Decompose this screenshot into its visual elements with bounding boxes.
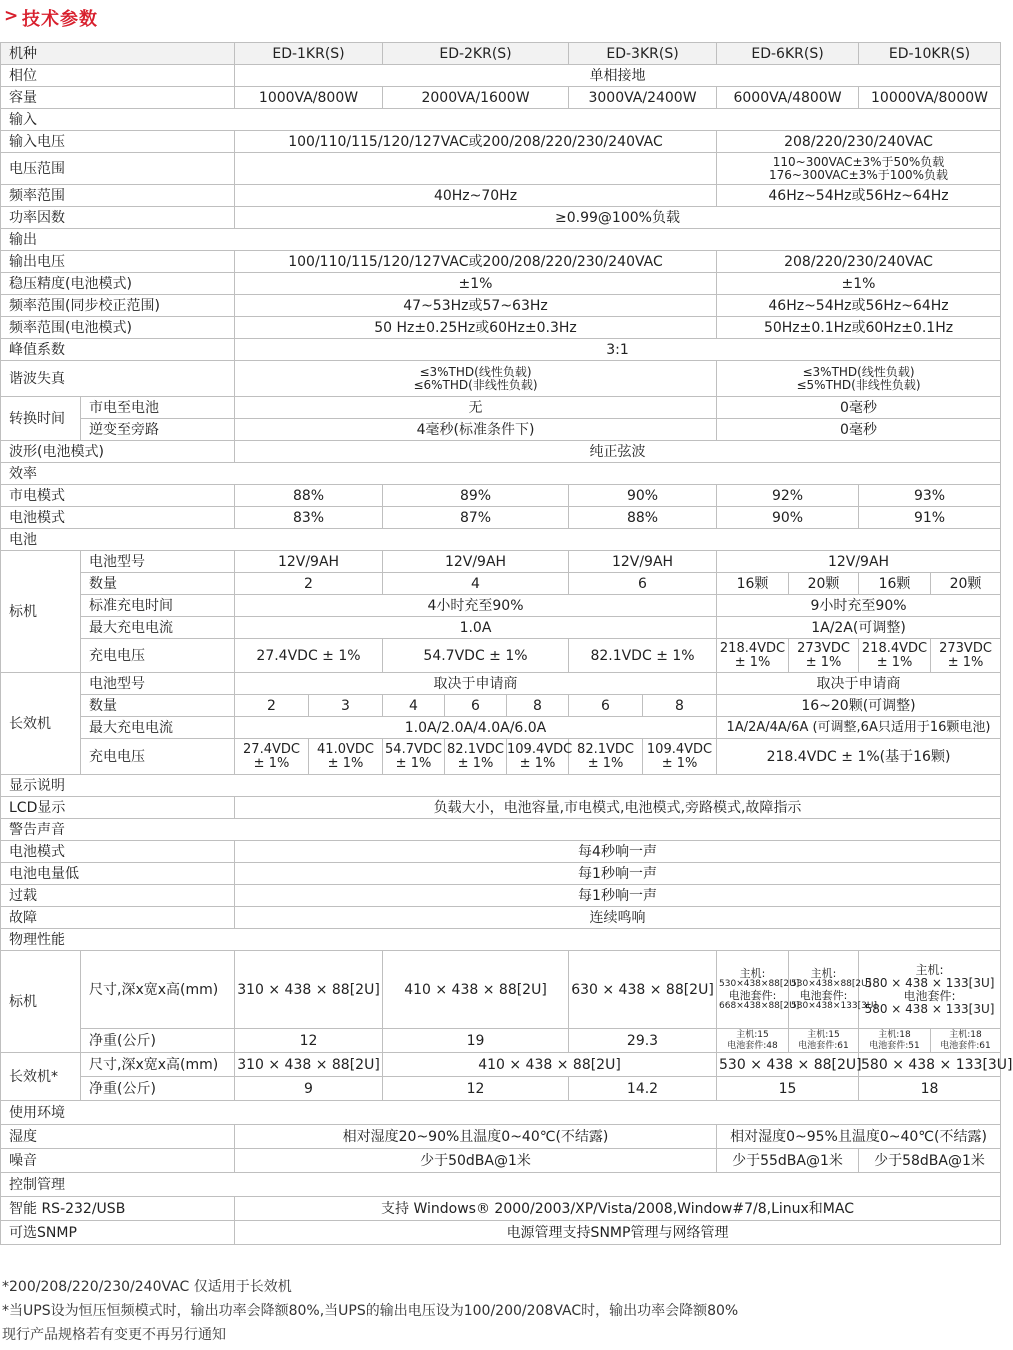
value-line: ± 1%	[805, 654, 842, 670]
value-cell: 1.0A/2.0A/4.0A/6.0A	[235, 717, 717, 739]
table-row	[1, 43, 1001, 65]
table-row	[1, 885, 1001, 907]
value-cell: 0毫秒	[717, 397, 1001, 419]
row-sublabel: 逆变至旁路	[81, 419, 235, 441]
table-row	[1, 1221, 1001, 1245]
value-cell: 6	[569, 695, 643, 717]
table-row	[1, 617, 1001, 639]
value-cell: 310 × 438 × 88[2U]	[235, 951, 383, 1029]
value-cell	[789, 1029, 859, 1053]
value-cell: 连续鸣响	[235, 907, 1001, 929]
table-row	[1, 573, 1001, 595]
value-cell: 少于58dBA@1米	[859, 1149, 1001, 1173]
value-line: 218.4VDC	[719, 640, 786, 656]
row-label: 转换时间	[1, 397, 81, 441]
value-line: ≤6%THD(非线性负载)	[413, 377, 538, 392]
table-row	[1, 397, 1001, 419]
value-line: 41.0VDC	[317, 741, 374, 757]
value-cell: 18	[859, 1077, 1001, 1101]
value-cell: 3000VA/2400W	[569, 87, 717, 109]
value-cell: 12V/9AH	[235, 551, 383, 573]
value-cell	[717, 951, 800, 1029]
section-row	[1, 775, 1001, 797]
value-cell: 相对湿度0~95%且温度0~40℃(不结露)	[717, 1125, 1001, 1149]
row-sublabel: 数量	[81, 695, 235, 717]
value-cell	[931, 1029, 1001, 1053]
value-cell: 47~53Hz或57~63Hz	[235, 295, 717, 317]
row-label: 长效机*	[1, 1053, 81, 1101]
value-cell	[859, 1029, 931, 1053]
value-line: 82.1VDC	[447, 741, 504, 757]
value-line: 电池套件:61	[940, 1040, 991, 1051]
table-row	[1, 339, 1001, 361]
value-line: 82.1VDC	[577, 741, 634, 757]
section-label: 控制管理	[1, 1173, 1001, 1197]
value-cell: 2000VA/1600W	[383, 87, 569, 109]
value-line: 电池套件:	[799, 988, 848, 1002]
row-label: 市电模式	[1, 485, 235, 507]
value-line: 主机:15	[807, 1029, 840, 1040]
row-label: 输入电压	[1, 131, 235, 153]
row-label: LCD显示	[1, 797, 235, 819]
value-cell	[717, 153, 1001, 185]
value-cell	[383, 739, 445, 775]
value-cell: 208/220/230/240VAC	[717, 251, 1001, 273]
model-cell: ED-1KR(S)	[235, 43, 383, 65]
value-line: 54.7VDC	[385, 741, 442, 757]
value-cell: 1000VA/800W	[235, 87, 383, 109]
value-cell: 50 Hz±0.25Hz或60Hz±0.3Hz	[235, 317, 717, 339]
section-row	[1, 529, 1001, 551]
value-cell: 87%	[383, 507, 569, 529]
row-label: 标机	[1, 951, 81, 1053]
value-cell: 218.4VDC ± 1%(基于16颗)	[717, 739, 1001, 775]
value-line: 109.4VDC	[507, 741, 573, 757]
section-row	[1, 463, 1001, 485]
model-cell: ED-2KR(S)	[383, 43, 569, 65]
value-cell: 15	[717, 1077, 859, 1101]
value-cell: 6	[445, 695, 507, 717]
value-cell: 12V/9AH	[569, 551, 717, 573]
table-row	[1, 1077, 1001, 1101]
value-line: ± 1%	[587, 755, 624, 771]
value-line: ± 1%	[253, 755, 290, 771]
value-line: 273VDC	[797, 640, 850, 656]
section-row	[1, 109, 1001, 131]
value-cell: 46Hz~54Hz或56Hz~64Hz	[717, 185, 1001, 207]
row-sublabel: 净重(公斤)	[81, 1029, 235, 1053]
value-cell	[445, 739, 507, 775]
value-cell: 相对湿度20~90%且温度0~40℃(不结露)	[235, 1125, 717, 1149]
value-cell	[235, 739, 309, 775]
table-row	[1, 907, 1001, 929]
value-cell: 6	[569, 573, 717, 595]
spec-table	[0, 42, 1013, 1245]
table-row	[1, 87, 1001, 109]
value-line: ≤5%THD(非线性负载)	[796, 377, 921, 392]
table-row	[1, 65, 1001, 87]
table-row	[1, 1029, 1001, 1053]
value-cell: 4毫秒(标准条件下)	[235, 419, 717, 441]
table-row	[1, 639, 1001, 673]
value-line: ± 1%	[734, 654, 771, 670]
row-label: 稳压精度(电池模式)	[1, 273, 235, 295]
value-cell: 4	[383, 573, 569, 595]
row-label: 电池模式	[1, 841, 235, 863]
value-cell	[717, 639, 789, 673]
section-row	[1, 1101, 1001, 1125]
value-cell: 负载大小，电池容量,市电模式,电池模式,旁路模式,故障指示	[235, 797, 1001, 819]
table-row	[1, 951, 1001, 1029]
value-cell: 2	[235, 573, 383, 595]
section-row	[1, 229, 1001, 251]
section-title: 技术参数	[22, 9, 98, 30]
section-label: 使用环境	[1, 1101, 1001, 1125]
value-cell: 410 × 438 × 88[2U]	[383, 951, 569, 1029]
value-cell: 电源管理支持SNMP管理与网络管理	[235, 1221, 1001, 1245]
section-label: 显示说明	[1, 775, 1001, 797]
row-label: 输出电压	[1, 251, 235, 273]
row-label: 谐波失真	[1, 361, 235, 397]
value-cell: 93%	[859, 485, 1001, 507]
value-cell: 20颗	[789, 573, 859, 595]
value-line: 电池套件:61	[798, 1040, 849, 1051]
row-label: 标机	[1, 551, 81, 673]
value-line: 580 × 438 × 133[3U]	[864, 975, 995, 990]
row-label: 电压范围	[1, 153, 235, 185]
row-label: 智能 RS-232/USB	[1, 1197, 235, 1221]
value-line: 主机:	[739, 966, 766, 980]
value-cell: 9	[235, 1077, 383, 1101]
table-row	[1, 507, 1001, 529]
row-sublabel: 标准充电时间	[81, 595, 235, 617]
value-cell: 82.1VDC ± 1%	[569, 639, 717, 673]
row-sublabel: 数量	[81, 573, 235, 595]
row-label: 相位	[1, 65, 235, 87]
value-cell	[789, 951, 877, 1029]
row-label: 机种	[1, 43, 235, 65]
value-line: 电池套件:	[903, 988, 956, 1003]
value-line: 电池套件:51	[869, 1040, 920, 1051]
value-cell: 310 × 438 × 88[2U]	[235, 1053, 383, 1077]
row-sublabel: 电池型号	[81, 551, 235, 573]
table-row	[1, 317, 1001, 339]
row-sublabel: 尺寸,深x宽x高(mm)	[81, 1053, 235, 1077]
value-cell	[235, 153, 717, 185]
table-row	[1, 595, 1001, 617]
row-sublabel: 充电电压	[81, 639, 235, 673]
value-cell: 少于50dBA@1米	[235, 1149, 717, 1173]
value-cell	[717, 361, 1001, 397]
value-line: 530×438×88[2U]	[791, 978, 872, 989]
footnote: *200/208/220/230/240VAC 仅适用于长效机	[2, 1279, 292, 1295]
value-cell: 410 × 438 × 88[2U]	[383, 1053, 717, 1077]
section-header	[0, 0, 1000, 34]
value-line: 110~300VAC±3%于50%负载	[772, 154, 945, 169]
row-sublabel: 尺寸,深x宽x高(mm)	[81, 951, 235, 1029]
value-cell: 3	[309, 695, 383, 717]
model-cell: ED-10KR(S)	[859, 43, 1001, 65]
value-cell: 92%	[717, 485, 859, 507]
value-cell: 90%	[717, 507, 859, 529]
table-row	[1, 1197, 1001, 1221]
value-line: 218.4VDC	[861, 640, 928, 656]
row-label: 频率范围	[1, 185, 235, 207]
value-cell: 19	[383, 1029, 569, 1053]
value-cell: 27.4VDC ± 1%	[235, 639, 383, 673]
table-row	[1, 207, 1001, 229]
section-label: 物理性能	[1, 929, 1001, 951]
table-row	[1, 153, 1001, 185]
value-cell	[859, 639, 931, 673]
value-cell: 50Hz±0.1Hz或60Hz±0.1Hz	[717, 317, 1001, 339]
value-line: 电池套件:	[728, 988, 777, 1002]
value-cell: 100/110/115/120/127VAC或200/208/220/230/240VAC	[235, 131, 717, 153]
value-cell: 16颗	[717, 573, 789, 595]
row-sublabel: 市电至电池	[81, 397, 235, 419]
value-cell: 1A/2A/4A/6A (可调整,6A只适用于16颗电池)	[717, 717, 1001, 739]
section-row	[1, 819, 1001, 841]
value-line: ± 1%	[457, 755, 494, 771]
model-cell: ED-6KR(S)	[717, 43, 859, 65]
value-cell: 12V/9AH	[383, 551, 569, 573]
value-cell: 88%	[235, 485, 383, 507]
value-cell: 12	[383, 1077, 569, 1101]
value-line: 580 × 438 × 133[3U]	[864, 1001, 995, 1016]
value-line: 主机:15	[736, 1029, 769, 1040]
value-cell: 1A/2A(可调整)	[717, 617, 1001, 639]
value-cell: 4小时充至90%	[235, 595, 717, 617]
value-cell: 每1秒响一声	[235, 885, 1001, 907]
row-sublabel: 最大充电电流	[81, 617, 235, 639]
value-cell: 530 × 438 × 88[2U]	[717, 1053, 859, 1077]
row-label: 频率范围(同步校正范围)	[1, 295, 235, 317]
value-cell: 20颗	[931, 573, 1001, 595]
table-row	[1, 1053, 1001, 1077]
row-label: 频率范围(电池模式)	[1, 317, 235, 339]
value-cell: 每1秒响一声	[235, 863, 1001, 885]
value-cell: 83%	[235, 507, 383, 529]
section-label: 效率	[1, 463, 1001, 485]
value-cell: 6000VA/4800W	[717, 87, 859, 109]
value-cell: 208/220/230/240VAC	[717, 131, 1001, 153]
value-cell: 100/110/115/120/127VAC或200/208/220/230/240VAC	[235, 251, 717, 273]
value-cell: 12V/9AH	[717, 551, 1001, 573]
footnote: *当UPS设为恒压恒频模式时，输出功率会降额80%,当UPS的输出电压设为100/200/208VAC时，输出功率会降额80%	[2, 1303, 739, 1319]
value-line: 主机:	[915, 962, 944, 977]
table-row	[1, 273, 1001, 295]
row-label: 过载	[1, 885, 235, 907]
value-line: ± 1%	[661, 755, 698, 771]
value-line: ≤3%THD(线性负载)	[419, 364, 532, 379]
row-label: 电池模式	[1, 507, 235, 529]
value-line: ≤3%THD(线性负载)	[802, 364, 915, 379]
table-row	[1, 797, 1001, 819]
value-cell: 88%	[569, 507, 717, 529]
value-cell: ≥0.99@100%负载	[235, 207, 1001, 229]
chevron-right-icon: >	[4, 6, 19, 26]
table-row	[1, 295, 1001, 317]
value-cell	[507, 739, 573, 775]
value-line: 主机:18	[949, 1029, 982, 1040]
row-label: 电池电量低	[1, 863, 235, 885]
value-cell: 630 × 438 × 88[2U]	[569, 951, 717, 1029]
row-label: 峰值系数	[1, 339, 235, 361]
table-row	[1, 1149, 1001, 1173]
table-row	[1, 841, 1001, 863]
value-line: 580×438×133[3U]	[791, 1000, 877, 1011]
value-cell: 取决于申请商	[235, 673, 717, 695]
table-row	[1, 361, 1001, 397]
value-cell: 10000VA/8000W	[859, 87, 1001, 109]
value-cell: 4	[383, 695, 445, 717]
value-line: 530×438×88[2U]	[719, 978, 800, 989]
table-row	[1, 185, 1001, 207]
row-label: 长效机	[1, 673, 81, 775]
value-line: ± 1%	[519, 755, 556, 771]
table-row	[1, 717, 1001, 739]
value-line: ± 1%	[395, 755, 432, 771]
table-row	[1, 485, 1001, 507]
value-cell: 14.2	[569, 1077, 717, 1101]
value-line: 176~300VAC±3%于100%负载	[768, 167, 949, 182]
value-cell	[789, 639, 859, 673]
table-row	[1, 251, 1001, 273]
section-row	[1, 929, 1001, 951]
value-cell: 12	[235, 1029, 383, 1053]
value-cell: 580 × 438 × 133[3U]	[859, 1053, 1001, 1077]
value-line: ± 1%	[947, 654, 984, 670]
value-cell	[235, 361, 717, 397]
value-cell	[569, 739, 643, 775]
value-cell	[643, 739, 717, 775]
value-cell: 0毫秒	[717, 419, 1001, 441]
value-cell: 每4秒响一声	[235, 841, 1001, 863]
row-label: 噪音	[1, 1149, 235, 1173]
value-cell: 46Hz~54Hz或56Hz~64Hz	[717, 295, 1001, 317]
value-line: 109.4VDC	[646, 741, 713, 757]
row-label: 波形(电池模式)	[1, 441, 235, 463]
value-cell: 9小时充至90%	[717, 595, 1001, 617]
table-row	[1, 863, 1001, 885]
row-label: 故障	[1, 907, 235, 929]
value-cell	[859, 951, 1001, 1029]
value-cell: 91%	[859, 507, 1001, 529]
value-line: 27.4VDC	[243, 741, 300, 757]
value-cell	[931, 639, 1001, 673]
row-label: 湿度	[1, 1125, 235, 1149]
value-cell: ±1%	[717, 273, 1001, 295]
value-cell	[309, 739, 383, 775]
value-cell: 16~20颗(可调整)	[717, 695, 1001, 717]
value-cell: 90%	[569, 485, 717, 507]
section-row	[1, 1173, 1001, 1197]
table-row	[1, 739, 1001, 775]
table-row	[1, 441, 1001, 463]
section-label: 输入	[1, 109, 1001, 131]
value-cell	[717, 1029, 789, 1053]
row-label: 容量	[1, 87, 235, 109]
value-line: ± 1%	[876, 654, 913, 670]
value-cell: 8	[643, 695, 717, 717]
footnote: 现行产品规格若有变更不再另行通知	[2, 1327, 226, 1343]
table-row	[1, 131, 1001, 153]
table-row	[1, 1125, 1001, 1149]
value-cell: 89%	[383, 485, 569, 507]
value-cell: 8	[507, 695, 569, 717]
value-line: 668×438×88[2U]	[719, 1000, 800, 1011]
table-row	[1, 419, 1001, 441]
section-label: 警告声音	[1, 819, 1001, 841]
value-cell: 2	[235, 695, 309, 717]
model-cell: ED-3KR(S)	[569, 43, 717, 65]
table-row	[1, 551, 1001, 573]
value-line: 电池套件:48	[727, 1040, 778, 1051]
row-label: 可选SNMP	[1, 1221, 235, 1245]
value-cell: 无	[235, 397, 717, 419]
row-sublabel: 电池型号	[81, 673, 235, 695]
value-cell: 取决于申请商	[717, 673, 1001, 695]
value-line: ± 1%	[327, 755, 364, 771]
value-cell: 1.0A	[235, 617, 717, 639]
value-cell: 29.3	[569, 1029, 717, 1053]
table-row	[1, 673, 1001, 695]
table-row	[1, 695, 1001, 717]
row-sublabel: 净重(公斤)	[81, 1077, 235, 1101]
section-label: 输出	[1, 229, 1001, 251]
section-label: 电池	[1, 529, 1001, 551]
value-cell: 3:1	[235, 339, 1001, 361]
value-line: 主机:18	[878, 1029, 911, 1040]
value-cell: 单相接地	[235, 65, 1001, 87]
value-cell: 16颗	[859, 573, 931, 595]
value-cell: 少于55dBA@1米	[717, 1149, 859, 1173]
value-line: 主机:	[810, 966, 837, 980]
row-sublabel: 最大充电电流	[81, 717, 235, 739]
value-cell: ±1%	[235, 273, 717, 295]
row-sublabel: 充电电压	[81, 739, 235, 775]
value-cell: 54.7VDC ± 1%	[383, 639, 569, 673]
value-line: 273VDC	[939, 640, 992, 656]
row-label: 功率因数	[1, 207, 235, 229]
value-cell: 40Hz~70Hz	[235, 185, 717, 207]
value-cell: 纯正弦波	[235, 441, 1001, 463]
value-cell: 支持 Windows® 2000/2003/XP/Vista/2008,Window#7/8,Linux和MAC	[235, 1197, 1001, 1221]
